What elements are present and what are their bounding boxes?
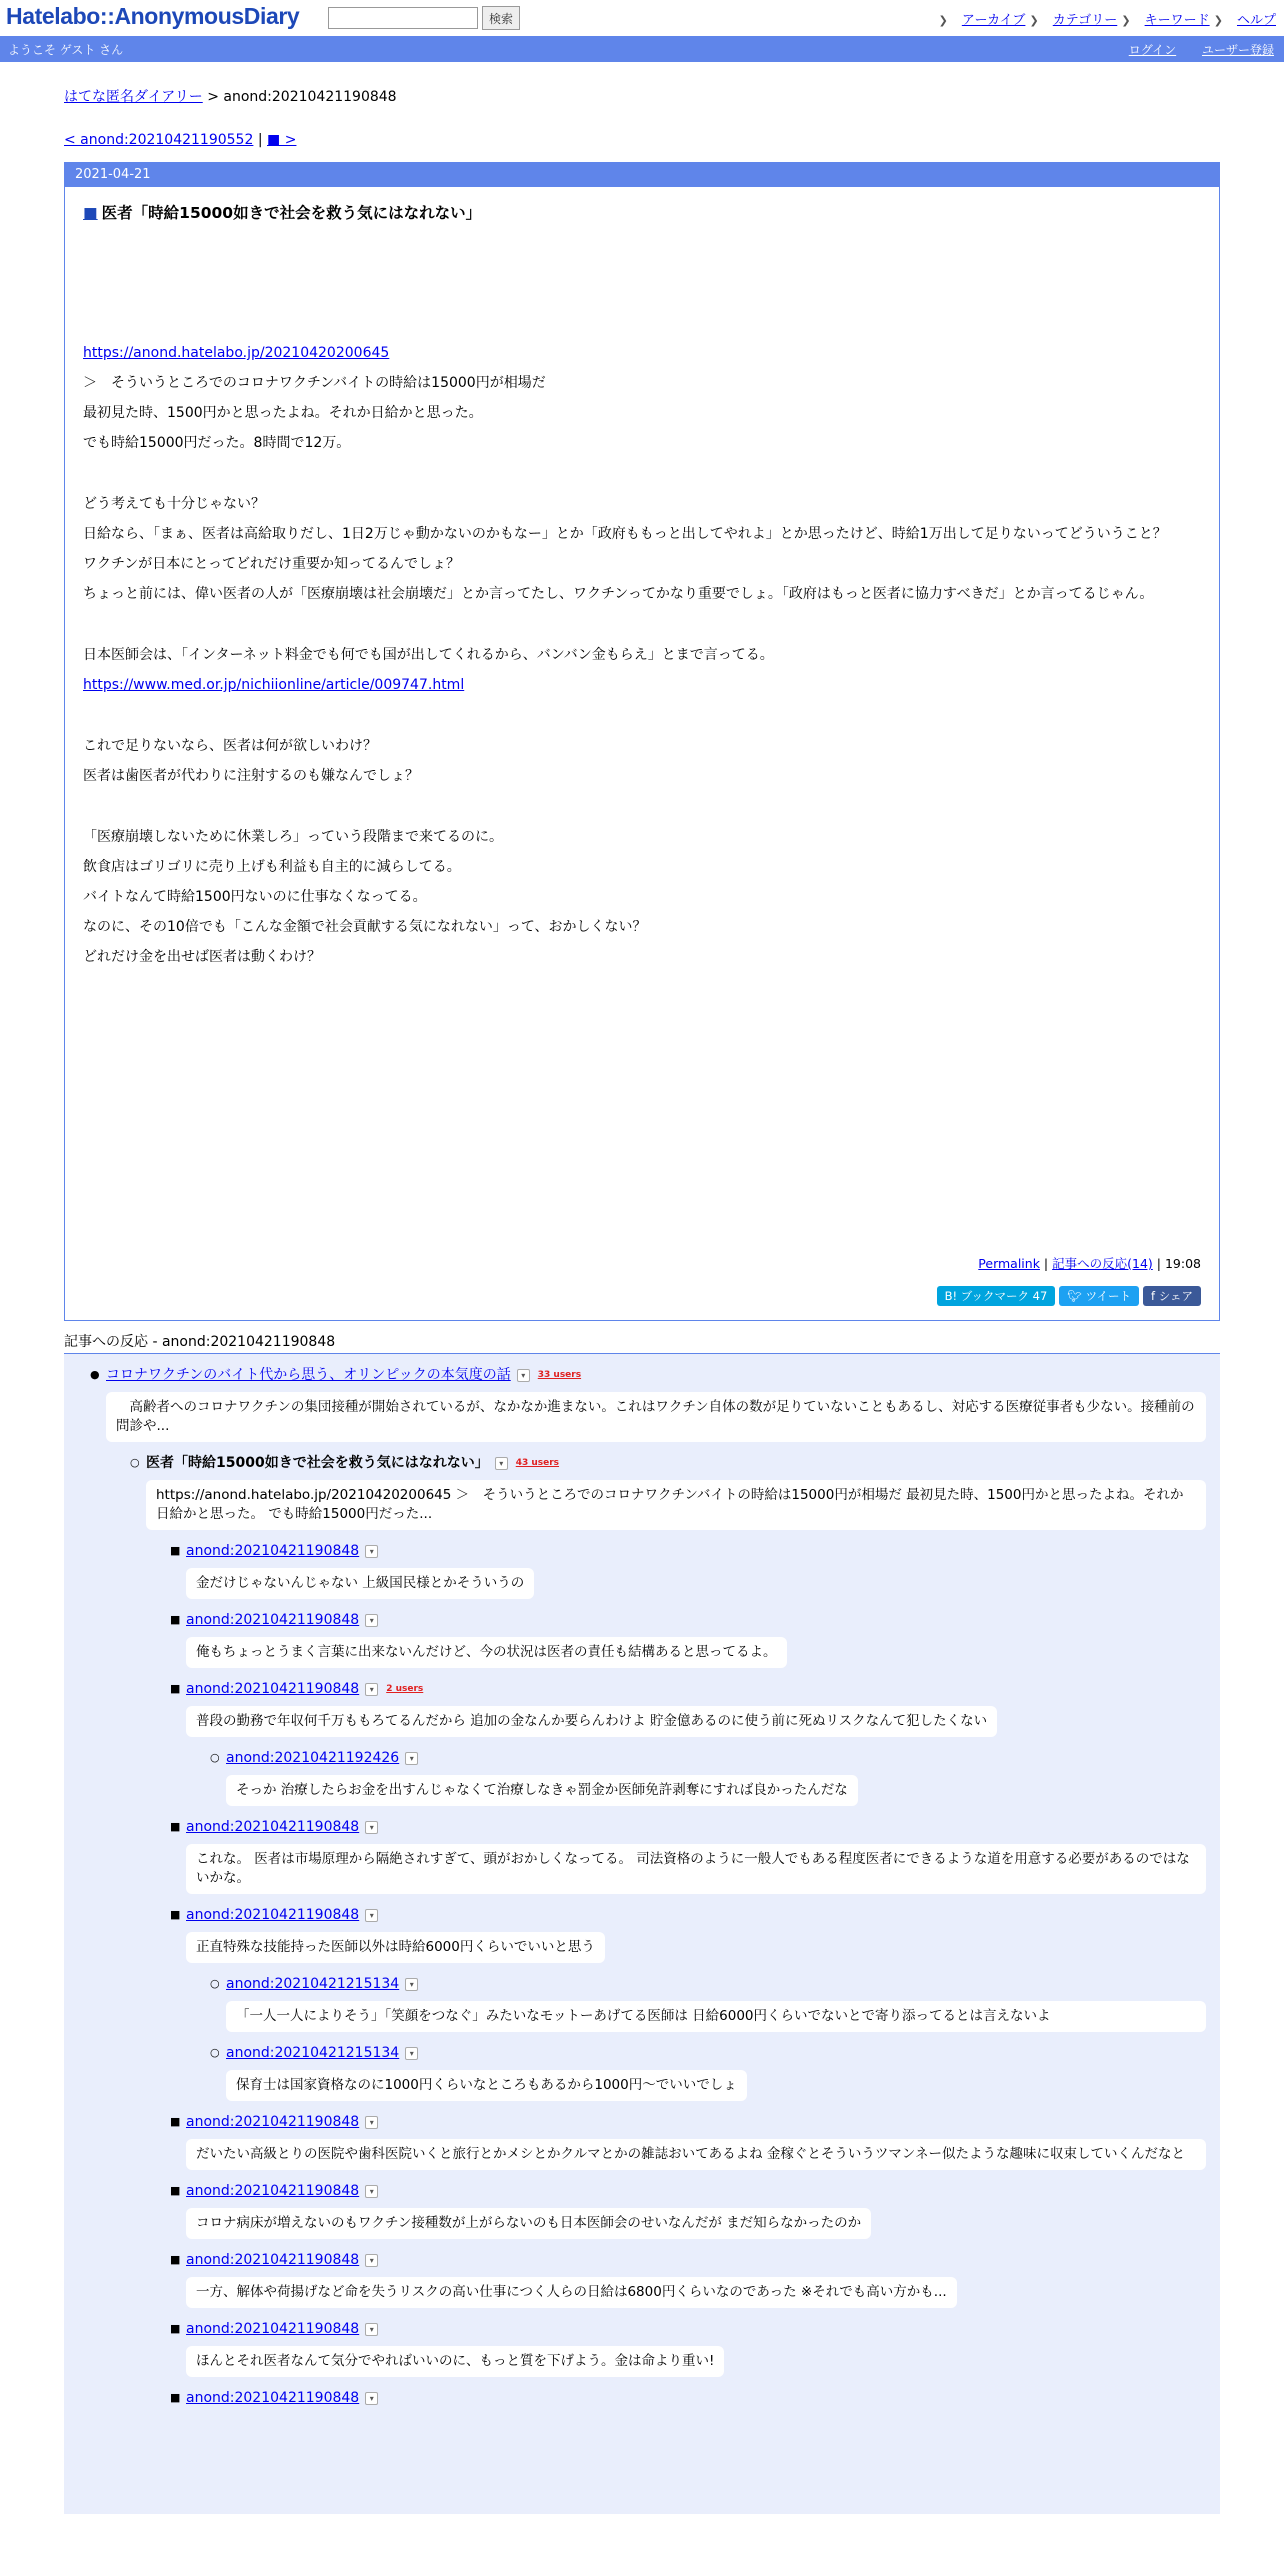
reaction-item (210, 2042, 1206, 2111)
entry-section (64, 162, 1220, 1321)
reaction-link[interactable]: anond:20210421190848 (186, 2390, 360, 2406)
list-bullet: ■ (170, 2391, 181, 2404)
entry-square-link[interactable]: ■ (83, 204, 98, 222)
entry-paragraph: どれだけ金を出せば医者は動くわけ？ (83, 949, 321, 965)
bookmark-users-badge[interactable]: 33 users (537, 1370, 582, 1380)
entry-paragraph: 医者は歯医者が代わりに注射するのも嫌なんでしょ？ (83, 768, 419, 784)
entry-paragraph: ＞ そういうところでのコロナワクチンバイトの時給は15000円が相場だ (83, 375, 546, 391)
entry-paragraph: バイトなんて時給1500円ないのに仕事なくなってる。 (83, 889, 427, 905)
reaction-excerpt: コロナ病床が増えないのもワクチン接種数が上がらないのも日本医師会のせいなんだが まだ知らなかったのか (186, 2208, 871, 2239)
nav-keyword[interactable]: キーワード (1144, 13, 1210, 28)
site-logo[interactable]: Hatelabo::AnonymousDiary (6, 3, 300, 29)
main-content (64, 62, 1220, 2514)
dropdown-toggle-icon[interactable]: ▾ (365, 1614, 378, 1627)
facebook-share-label: シェア (1158, 1289, 1193, 1303)
nav-archive[interactable]: アーカイブ (961, 13, 1026, 28)
list-bullet: ■ (170, 2322, 181, 2335)
reaction-excerpt: 「一人一人によりそう」「笑顔をつなぐ」みたいなモットーあげてる医師は 日給6000円くらいでないとで寄り添ってるとは言えないよ (226, 2001, 1206, 2032)
bookmark-users-badge[interactable]: 43 users (515, 1458, 560, 1468)
entry-quote-link[interactable]: https://anond.hatelabo.jp/20210420200645 (83, 345, 390, 361)
reaction-item (170, 2180, 1206, 2249)
tweet-button[interactable] (1059, 1286, 1139, 1306)
reaction-excerpt: 高齢者へのコロナワクチンの集団接種が開始されているが、なかなか進まない。これはワクチン自体の数が足りていないこともあるし、対応する医療従事者も少ない。接種前の問診や... (106, 1392, 1206, 1442)
breadcrumb (64, 86, 1220, 106)
entry-paragraph: 最初見た時、1500円かと思ったよね。それか日給かと思った。 (83, 405, 483, 421)
reaction-item (170, 1816, 1206, 1894)
reactions-tree (64, 1354, 1220, 2514)
reaction-excerpt: 普段の勤務で年収何千万ももろてるんだから 追加の金なんか要らんわけよ 貯金億あるのに使う前に死ぬリスクなんて犯したくない (186, 1706, 997, 1737)
dropdown-toggle-icon[interactable]: ▾ (495, 1457, 508, 1470)
list-bullet: ○ (210, 1751, 220, 1764)
entry-paragraph: 日本医師会は、「インターネット料金でも何でも国が出してくれるから、バンバン金もらえ」とまで言ってる。 (83, 647, 774, 663)
list-bullet: ○ (130, 1456, 140, 1469)
entry-paragraph: ワクチンが日本にとってどれだけ重要か知ってるんでしょ？ (83, 556, 461, 572)
entry-paragraph: ちょっと前には、偉い医者の人が「医療崩壊は社会崩壊だ」とか言ってたし、ワクチンってかなり重要でしょ。「政府はもっと医者に協力すべきだ」とか言ってるじゃん。 (83, 586, 1154, 602)
twitter-bird-icon: 🐦︎ (1067, 1289, 1086, 1303)
reaction-excerpt: 金だけじゃないんじゃない 上級国民様とかそういうの (186, 1568, 534, 1599)
nav-help[interactable]: ヘルプ (1236, 13, 1276, 28)
entry-paragraph: なのに、その10倍でも「こんな金額で社会貢献する気になれない」って、おかしくない？ (83, 919, 647, 935)
list-bullet: ■ (170, 1613, 181, 1626)
breadcrumb-home-link[interactable]: はてな匿名ダイアリー (64, 89, 203, 105)
prev-entry-link[interactable]: < anond:20210421190552 (64, 132, 254, 148)
dropdown-toggle-icon[interactable]: ▾ (365, 2185, 378, 2198)
dropdown-toggle-icon[interactable]: ▾ (405, 1978, 418, 1991)
reaction-current-title: 医者「時給15000如きで社会を救う気にはなれない」 (146, 1455, 489, 1471)
facebook-icon: f (1151, 1289, 1159, 1303)
list-bullet: ■ (170, 2184, 181, 2197)
list-bullet: ○ (210, 1977, 220, 1990)
reaction-excerpt: https://anond.hatelabo.jp/20210420200645 ＞ そういうところでのコロナワクチンバイトの時給は15000円が相場だ 最初見た時、1500円かと思ったよね。それか日給かと思った。 でも時給15000円だった... (146, 1480, 1206, 1530)
dropdown-toggle-icon[interactable]: ▾ (365, 2323, 378, 2336)
reaction-item (170, 2387, 1206, 2409)
reaction-item (170, 2249, 1206, 2318)
entry-paragraph: どう考えても十分じゃない？ (83, 496, 265, 512)
search-button[interactable]: 検索 (482, 6, 520, 30)
register-link[interactable]: ユーザー登録 (1201, 43, 1274, 57)
top-nav (939, 9, 1276, 28)
list-bullet: ■ (170, 1544, 181, 1557)
reaction-link[interactable]: anond:20210421190848 (186, 1819, 360, 1835)
list-bullet: ● (90, 1368, 100, 1381)
reaction-link[interactable]: anond:20210421215134 (226, 2045, 400, 2061)
dropdown-toggle-icon[interactable]: ▾ (405, 2047, 418, 2060)
prevnext-separator: | (253, 132, 268, 148)
reactions-link[interactable]: 記事への反応(14) (1052, 1256, 1153, 1271)
search-input[interactable] (328, 7, 478, 29)
reaction-link[interactable]: anond:20210421190848 (186, 1543, 360, 1559)
reactions-heading: 記事への反応 - anond:20210421190848 (64, 1331, 1220, 1354)
reaction-link[interactable]: anond:20210421190848 (186, 1612, 360, 1628)
reaction-link[interactable]: anond:20210421215134 (226, 1976, 400, 1992)
reaction-excerpt: そっか 治療したらお金を出すんじゃなくて治療しなきゃ罰金か医師免許剥奪にすれば良かったんだな (226, 1775, 858, 1806)
share-row (83, 1286, 1201, 1306)
entry-paragraph: 日給なら、「まぁ、医者は高給取りだし、1日2万じゃ動かないのかもなー」とか「政府ももっと出してやれよ」とか思ったけど、時給1万出して足りないってどういうこと？ (83, 526, 1167, 542)
entry-paragraph: 「医療崩壊しないために休業しろ」っていう段階まで来てるのに。 (83, 829, 503, 845)
reaction-link[interactable]: anond:20210421190848 (186, 2321, 360, 2337)
list-bullet: ■ (170, 2115, 181, 2128)
reaction-item (170, 2111, 1206, 2170)
reaction-item (130, 1452, 1206, 1530)
list-bullet: ■ (170, 2253, 181, 2266)
hatena-bookmark-button[interactable]: B! ブックマーク 47 (937, 1286, 1056, 1306)
reaction-link[interactable]: anond:20210421190848 (186, 2114, 360, 2130)
reaction-excerpt: 一方、解体や荷揚げなど命を失うリスクの高い仕事につく人らの日給は6800円くらいなのであった ※それでも高い方かも... (186, 2277, 957, 2308)
nav-category[interactable]: カテゴリー (1052, 13, 1118, 28)
reaction-link[interactable]: anond:20210421190848 (186, 2183, 360, 2199)
reaction-link[interactable]: anond:20210421190848 (186, 1681, 360, 1697)
permalink-link[interactable]: Permalink (978, 1256, 1040, 1271)
reaction-item (210, 1973, 1206, 2032)
med-article-link[interactable]: https://www.med.or.jp/nichiionline/article/009747.html (83, 677, 465, 693)
reaction-item (170, 1904, 1206, 1973)
reaction-excerpt: 正直特殊な技能持った医師以外は時給6000円くらいでいいと思う (186, 1932, 605, 1963)
next-entry-link[interactable]: ■ > (267, 132, 297, 148)
reaction-excerpt: これな。 医者は市場原理から隔絶されすぎて、頭がおかしくなってる。 司法資格のように一般人でもある程度医者にできるような道を用意する必要があるのではないかな。 (186, 1844, 1206, 1894)
reaction-link[interactable]: anond:20210421190848 (186, 2252, 360, 2268)
reaction-excerpt: 俺もちょっとうまく言葉に出来ないんだけど、今の状況は医者の責任も結構あると思ってるよ。 (186, 1637, 787, 1668)
entry-footer: Permalink | 記事への反応(14) | 19:08 (978, 1256, 1201, 1271)
tweet-label: ツイート (1085, 1289, 1131, 1303)
dropdown-toggle-icon[interactable]: ▾ (365, 1909, 378, 1922)
welcome-text: ようこそ ゲスト さん (8, 43, 124, 57)
reaction-excerpt: ほんとそれ医者なんて気分でやればいいのに、もっと質を下げよう。金は命より重い! (186, 2346, 724, 2377)
reaction-excerpt: 保育士は国家資格なのに1000円くらいなところもあるから1000円～でいいでしょ (226, 2070, 747, 2101)
chevron-right-icon: ❯ (1213, 14, 1223, 27)
chevron-right-icon: ❯ (938, 14, 948, 27)
facebook-share-button[interactable] (1143, 1286, 1201, 1306)
chevron-right-icon: ❯ (1121, 14, 1131, 27)
reaction-excerpt: だいたい高級とりの医院や歯科医院いくと旅行とかメシとかクルマとかの雑誌おいてあるよね 金稼ぐとそういうツマンネー似たような趣味に収束していくんだなと (186, 2139, 1206, 2170)
list-bullet: ○ (210, 2046, 220, 2059)
reaction-item (170, 1540, 1206, 1609)
entry-paragraph: 飲食店はゴリゴリに売り上げも利益も自主的に減らしてる。 (83, 859, 461, 875)
site-header (0, 0, 1284, 36)
dropdown-toggle-icon[interactable]: ▾ (365, 2116, 378, 2129)
reaction-item (170, 1678, 1206, 1747)
reaction-item (170, 1609, 1206, 1678)
reaction-link[interactable]: anond:20210421190848 (186, 1907, 360, 1923)
list-bullet: ■ (170, 1682, 181, 1695)
entry-time: 19:08 (1164, 1256, 1201, 1271)
login-link[interactable]: ログイン (1128, 43, 1177, 57)
reaction-link[interactable]: コロナワクチンのバイト代から思う、オリンピックの本気度の話 (106, 1367, 511, 1383)
bookmark-users-badge[interactable]: 2 users (386, 1684, 424, 1694)
entry-date: 2021-04-21 (65, 163, 1219, 187)
reaction-item (90, 1364, 1206, 1442)
dropdown-toggle-icon[interactable]: ▾ (365, 1821, 378, 1834)
reaction-item (210, 1747, 1206, 1816)
chevron-right-icon: ❯ (1029, 14, 1039, 27)
reaction-item (170, 2318, 1206, 2387)
prev-next-nav (64, 132, 1220, 148)
dropdown-toggle-icon[interactable]: ▾ (405, 1752, 418, 1765)
entry-paragraph: でも時給15000円だった。8時間で12万。 (83, 435, 351, 451)
user-bar (0, 36, 1284, 62)
dropdown-toggle-icon[interactable]: ▾ (365, 2392, 378, 2405)
list-bullet: ■ (170, 1908, 181, 1921)
breadcrumb-separator: > (202, 89, 224, 105)
dropdown-toggle-icon[interactable]: ▾ (365, 2254, 378, 2267)
reaction-link[interactable]: anond:20210421192426 (226, 1750, 400, 1766)
entry-title-text: 医者「時給15000如きで社会を救う気にはなれない」 (101, 204, 482, 222)
entry-body (65, 187, 1219, 1320)
entry-paragraph: これで足りないなら、医者は何が欲しいわけ？ (83, 738, 377, 754)
dropdown-toggle-icon[interactable]: ▾ (365, 1545, 378, 1558)
entry-title (83, 201, 1201, 223)
list-bullet: ■ (170, 1820, 181, 1833)
breadcrumb-current: anond:20210421190848 (223, 89, 397, 105)
dropdown-toggle-icon[interactable]: ▾ (365, 1683, 378, 1696)
dropdown-toggle-icon[interactable]: ▾ (517, 1369, 530, 1382)
